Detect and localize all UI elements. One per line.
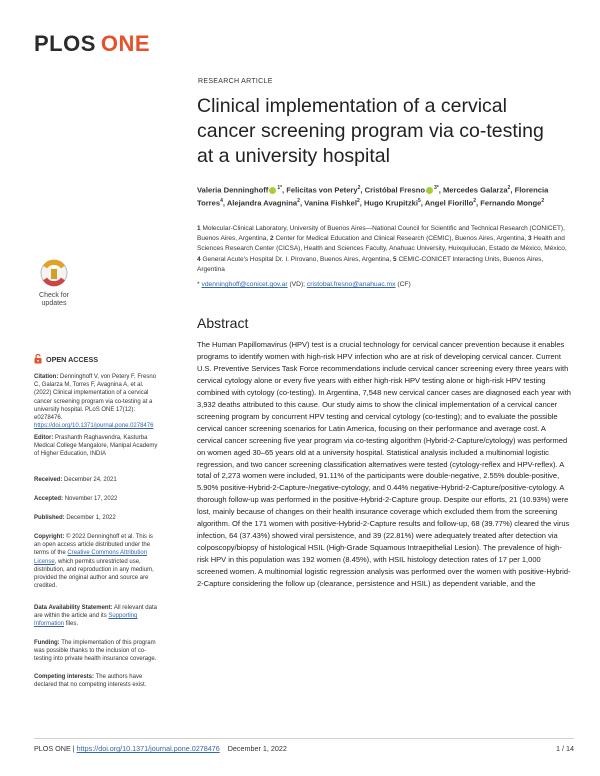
article-title: Clinical implementation of a cervical cancer screening program via co-testing at a university hospital	[197, 95, 544, 167]
competing-interests-block	[34, 673, 158, 689]
check-for-updates-badge[interactable]	[33, 257, 75, 307]
open-lock-icon	[34, 354, 42, 364]
author-separator: ,	[360, 185, 365, 195]
author-name: Valeria Denninghoff	[197, 185, 269, 195]
published-block	[34, 514, 158, 522]
funding-label: Funding:	[34, 640, 60, 646]
orcid-icon[interactable]	[426, 187, 433, 194]
journal-name-one: ONE	[100, 31, 151, 56]
affiliation-text: Molecular-Clinical Laboratory, University of Buenos Aires—National Council for Scientific and Technical Research (CONICET), Buenos Aires, Argentina,	[197, 225, 565, 243]
accepted-block	[34, 495, 158, 503]
author-name: Mercedes Galarza	[442, 185, 508, 195]
author-name: Hugo Krupitzki	[363, 198, 418, 208]
copyright-block	[34, 533, 158, 590]
affiliation-text: Center for Medical Education and Clinical Research (CEMIC), Buenos Aires, Argentina,	[275, 235, 527, 243]
author-name: Angel Fiorillo	[424, 198, 474, 208]
license-link[interactable]: Creative Commons Attribution License	[34, 550, 148, 565]
received-date: December 24, 2021	[64, 477, 117, 483]
supporting-info-link[interactable]: Supporting Information	[34, 613, 138, 628]
competing-interests-label: Competing interests:	[34, 674, 95, 680]
open-access-badge	[34, 354, 98, 364]
affiliation-text: CEMIC-CONICET Interacting Units, Buenos Aires, Argentina	[197, 255, 544, 273]
affiliation-number: 1	[197, 225, 201, 232]
citation-block	[34, 373, 158, 430]
affiliation-list	[197, 224, 567, 275]
check-for-updates-icon	[33, 257, 75, 307]
footer-date: December 1, 2022	[227, 744, 287, 753]
funding-block	[34, 639, 158, 664]
received-block	[34, 476, 158, 484]
data-availability-block	[34, 604, 158, 629]
published-label: Published:	[34, 515, 65, 521]
author-separator: ,	[510, 185, 515, 195]
author-separator: ,	[222, 198, 227, 208]
abstract-heading: Abstract	[197, 315, 249, 331]
check-label-2: updates	[41, 300, 67, 307]
author-separator: ,	[282, 185, 287, 195]
author-separator: ,	[299, 198, 305, 208]
author-affiliation-marker: 2	[357, 185, 361, 191]
editor-label: Editor:	[34, 435, 54, 441]
author-name: Florencia Torres	[197, 185, 549, 208]
author-affiliation-marker: 3*	[433, 185, 439, 191]
citation-text: Denninghoff V, von Petery F, Fresno C, Galarza M, Torres F, Avagnina A, et al. (2022) Clinical implementation of a cervical cancer screening program via co-testing at a university hospital. PLoS ONE 17(12): e0278476.	[34, 374, 157, 422]
author-name: Fernando Monge	[480, 198, 542, 208]
funding-text: The implementation of this program was possible thanks to the inclusion of co-testing into private health insurance coverage.	[34, 640, 157, 663]
author-separator: ,	[475, 198, 481, 208]
abstract-body: The Human Papillomavirus (HPV) test is a crucial technology for cervical cancer prevention because it enables programs to identify women with high-risk HPV infection who are at risk of developing cervical cancer. Current U.S. Preventive Services Task Force recommendations include cervical cancer screening every three years with cervical cytology alone or every five years with either high-risk HPV testing alone or high-risk HPV testing combined with cytology (co-testing). In Argentina, 7,548 new cervical cancer cases are diagnosed each year with 3,932 deaths attributed to this cause. Our study aims to show the clinical implementation of a cervical cancer screening program by concurrent HPV testing and cervical cytology (co-testing); and to evaluate the possible cervical cancer screening scenarios for Latin America, focusing on their performance and average cost. A cervical cancer screening five year program via co-testing algorithm (Hybrid-2-Capture/cytology) was performed on women aged 30–65 years old at a university hospital. Statistical analysis included a multinomial logistic regression, and two cancer screening classification alternatives were tested (cytology-reflex and HPV-reflex). A total of 2,273 women were included, 91.11% of the participants were double-negative, 2.55% double-positive, 5.90% positive-Hybrid-2-Capture-/negative-cytology, and 0.44% negative-Hybrid-2-Capture/positive-cytology. A thorough follow-up was performed in the positive-Hybrid-2-Capture group. Despite our efforts, 21 (10.93%) were lost, mainly because of changes on their health insurance coverage which excluded them from the screening algorithm. Of the 171 women with positive-Hybrid-2-Capture results and follow-up, 68 (39.77%) cleared the virus infection, 64 (37.43%) showed viral persistence, and 39 (22.81%) were adequately treated after detection via colposcopy/biopsy of histological HSIL (High-Grade Squamous Intraepithelial Lesion). The prevalence of high-risk HPV in this population was 192 women (8.45%), with HSIL histology detection rates of 17 per 1,000 screened women. A multinomial logistic regression analysis was performed over the women with positive-Hybrid-2-Capture considering the follow up (clearance, persistence and HSIL) as dependent variable, and the	[197, 340, 571, 589]
journal-name-plos: PLOS	[34, 31, 96, 56]
affiliation-number: 2	[270, 235, 274, 243]
received-label: Received:	[34, 477, 63, 483]
email-initials-1: (VD);	[289, 281, 306, 288]
author-affiliation-marker: 2	[297, 197, 300, 204]
affiliation-text: Health and Sciences Research Center (CICSA), Health and Sciences Faculty, Anahuac University, Huixquilucan, Estado de México, México,	[197, 235, 567, 253]
correspondence	[197, 281, 411, 288]
author-affiliation-marker: 2	[473, 197, 476, 204]
footer-separator: |	[72, 744, 75, 753]
page-footer	[34, 744, 574, 753]
copyright-label: Copyright:	[34, 534, 65, 540]
email-link-2[interactable]: cristobal.fresno@anahuac.mx	[306, 281, 396, 288]
editor-text: Prashanth Raghavendra, Kasturba Medical College Mangalore, Manipal Academy of Higher Education, INDIA	[34, 435, 158, 458]
editor-block	[34, 434, 158, 459]
author-affiliation-marker: 1*	[277, 185, 283, 191]
email-link-1[interactable]: vdenninghoff@conicet.gov.ar	[201, 281, 288, 288]
author-separator: ,	[438, 185, 443, 195]
published-date: December 1, 2022	[66, 515, 116, 521]
copyright-text-post: , which permits unrestricted use, distribution, and reproduction in any medium, provided the original author and source are credited.	[34, 558, 154, 590]
email-initials-2: (CF)	[397, 281, 411, 288]
affiliation-number: 5	[393, 255, 397, 263]
article-type: RESEARCH ARTICLE	[198, 78, 273, 85]
copyright-text-pre: © 2022 Denninghoff et al. This is an open access article distributed under the terms of the	[34, 534, 153, 557]
author-list	[197, 183, 567, 208]
data-availability-text-post: files.	[65, 621, 79, 628]
affiliation-number: 4	[197, 255, 201, 263]
author-name: Alejandra Avagnina	[226, 198, 298, 208]
author-affiliation-marker: 2	[507, 185, 511, 191]
author-affiliation-marker: 5	[417, 197, 421, 204]
footer-doi-link[interactable]: https://doi.org/10.1371/journal.pone.0278476	[76, 744, 220, 753]
affiliation-text: General Acute's Hospital Dr. I. Pirovano, Buenos Aires, Argentina,	[202, 255, 392, 263]
citation-doi-link[interactable]: https://doi.org/10.1371/journal.pone.0278476	[34, 423, 154, 430]
affiliation-number: 3	[527, 235, 532, 243]
author-name: Vanina Fishkel	[304, 198, 357, 208]
author-affiliation-marker: 4	[220, 197, 223, 204]
footer-divider	[34, 738, 574, 739]
author-separator: ,	[359, 198, 364, 208]
citation-label: Citation:	[34, 374, 59, 380]
accepted-date: November 17, 2022	[64, 496, 118, 502]
orcid-icon[interactable]	[269, 187, 276, 194]
data-availability-label: Data Availability Statement:	[34, 605, 113, 611]
check-label-1: Check for	[39, 292, 69, 299]
author-affiliation-marker: 2	[356, 197, 360, 204]
author-separator: ,	[420, 198, 425, 208]
page-number: 1 / 14	[556, 744, 574, 753]
competing-interests-text: The authors have declared that no competing interests exist.	[34, 674, 147, 689]
author-name: Felicitas von Petery	[286, 185, 358, 195]
author-affiliation-marker: 2	[541, 197, 545, 204]
journal-logo	[34, 31, 150, 57]
footer-journal: PLOS ONE	[34, 744, 71, 753]
correspondence-star: *	[197, 281, 200, 288]
author-name: Cristóbal Fresno	[364, 185, 425, 195]
accepted-label: Accepted:	[34, 496, 64, 502]
data-availability-text-pre: All relevant data are within the article and its	[34, 605, 157, 620]
open-access-label: OPEN ACCESS	[46, 354, 99, 364]
